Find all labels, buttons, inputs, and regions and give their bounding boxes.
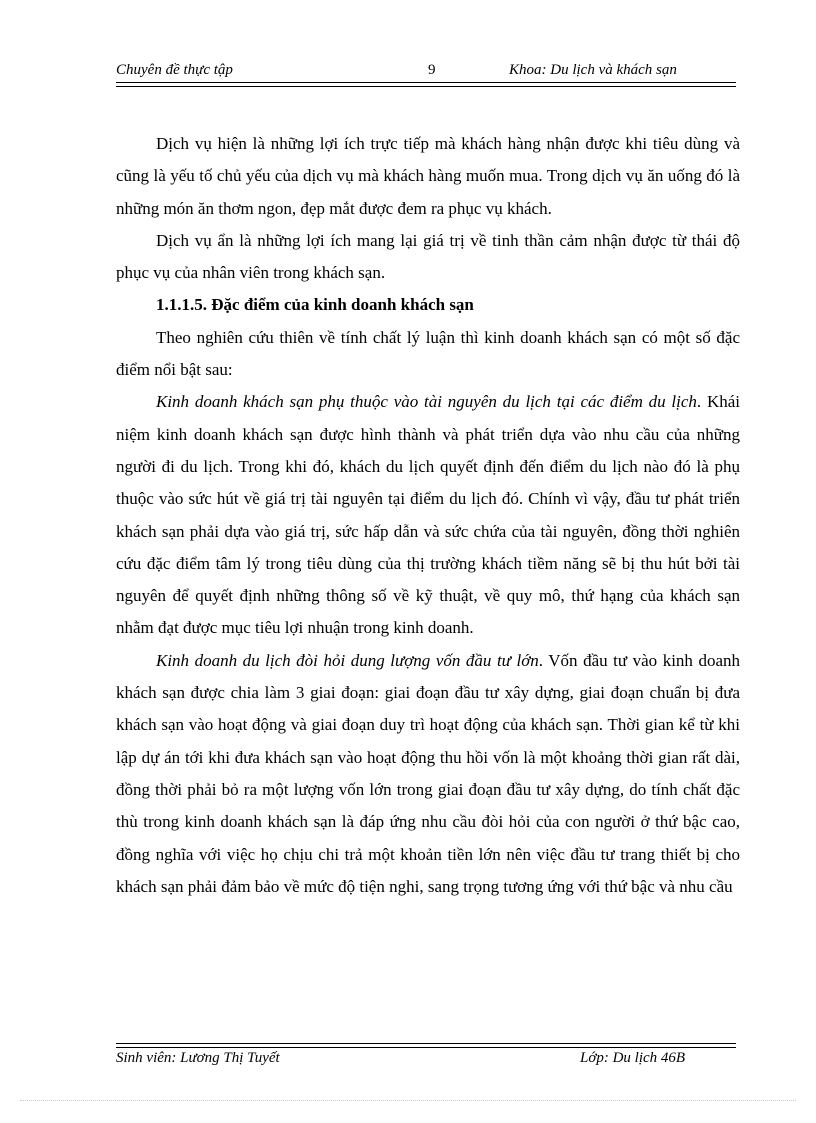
header-faculty: Khoa: Du lịch và khách sạn <box>509 62 677 78</box>
footer-student-name: Sinh viên: Lương Thị Tuyết <box>116 1050 280 1066</box>
page-number: 9 <box>428 62 436 78</box>
page-footer <box>116 1048 736 1070</box>
footer-rule-thin <box>116 1043 736 1044</box>
header-rule-thin <box>116 86 736 87</box>
footer-class: Lớp: Du lịch 46B <box>580 1050 686 1066</box>
page-edge-divider <box>20 1100 796 1101</box>
page-header <box>116 60 736 84</box>
point-1-body: . Khái niệm kinh doanh khách sạn được hình thành và phát triển dựa vào nhu cầu của những người đi du lịch. Trong khi đó, khách du lịch quyết định đến điểm du lịch nào đó là phụ thuộc vào sức hút về giá trị tài nguyên tại điểm du lịch đó. Chính vì vậy, đầu tư phát triển khách sạn phải dựa vào giá trị, sức hấp dẫn và sức chứa của tài nguyên, đồng thời nghiên cứu đặc điểm tâm lý trong tiêu dùng của thị trường khách tiềm năng sẽ bị thu hút bởi tài nguyên để quyết định những thông số về kỹ thuật, về quy mô, thứ hạng của khách sạn nhằm đạt được mục tiêu lợi nhuận trong kinh doanh. <box>116 392 740 638</box>
paragraph-point-1 <box>116 386 740 644</box>
paragraph-intro: Theo nghiên cứu thiên về tính chất lý luận thì kinh doanh khách sạn có một số đặc điểm nổi bật sau: <box>116 327 740 380</box>
document-body <box>116 128 740 903</box>
section-heading: 1.1.1.5. Đặc điểm của kinh doanh khách sạn <box>156 295 474 315</box>
point-1-title: Kinh doanh khách sạn phụ thuộc vào tài nguyên du lịch tại các điểm du lịch <box>156 392 697 412</box>
paragraph-implicit-service: Dịch vụ ẩn là những lợi ích mang lại giá trị về tinh thần cảm nhận được từ thái độ phục vụ của nhân viên trong khách sạn. <box>116 230 740 283</box>
paragraph-explicit-service: Dịch vụ hiện là những lợi ích trực tiếp mà khách hàng nhận được khi tiêu dùng và cũng là yếu tố chủ yếu của dịch vụ mà khách hàng muốn mua. Trong dịch vụ ăn uống đó là những món ăn thơm ngon, đẹp mắt được đem ra phục vụ khách. <box>116 134 740 218</box>
header-rule-thick <box>116 82 736 83</box>
point-2-body: . Vốn đầu tư vào kinh doanh khách sạn được chia làm 3 giai đoạn: giai đoạn đầu tư xây dựng, giai đoạn chuẩn bị đưa khách sạn vào hoạt động và giai đoạn duy trì hoạt động của khách sạn. Thời gian kể từ khi lập dự án tới khi đưa khách sạn vào hoạt động thu hồi vốn là một khoảng thời gian rất dài, đồng thời phải bỏ ra một lượng vốn lớn trong giai đoạn đầu tư xây dựng, do tính chất đặc thù trong kinh doanh khách sạn là đáp ứng nhu cầu đòi hỏi của con người ở thứ bậc cao, đồng nghĩa với việc họ chịu chi trả một khoản tiền lớn nên việc đầu tư trang thiết bị cho khách sạn phải đảm bảo về mức độ tiện nghi, sang trọng tương ứng với thứ bậc và nhu cầu <box>116 650 740 896</box>
header-document-type: Chuyên đề thực tập <box>116 62 233 78</box>
point-2-title: Kinh doanh du lịch đòi hỏi dung lượng vốn đầu tư lớn <box>156 650 539 670</box>
paragraph-point-2 <box>116 645 740 903</box>
